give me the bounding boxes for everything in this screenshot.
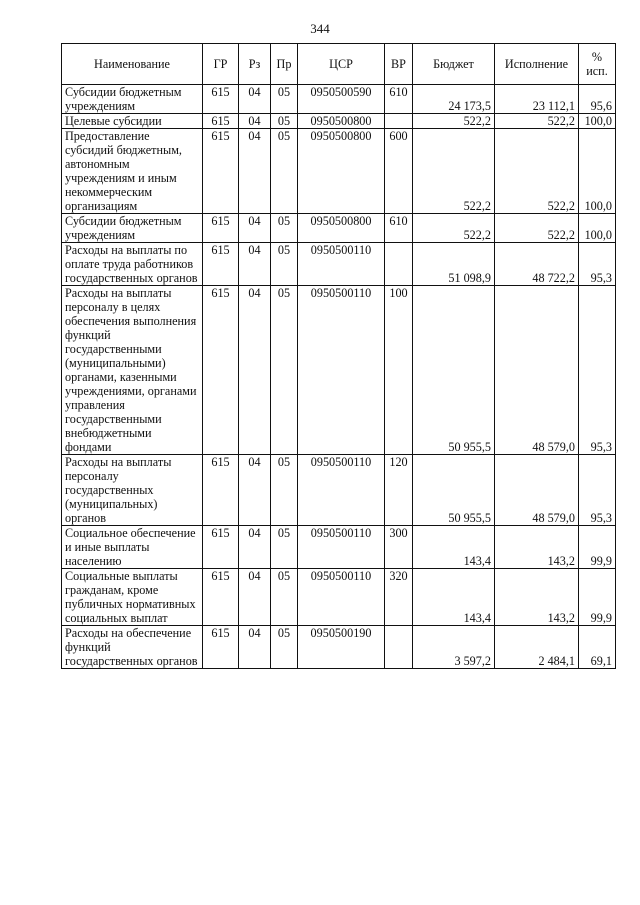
row-percent: 99,9 [579, 526, 616, 569]
row-gr: 615 [203, 286, 239, 455]
row-csr: 0950500110 [298, 569, 385, 626]
header-rz: Рз [239, 44, 271, 85]
row-budget: 522,2 [413, 129, 495, 214]
row-csr: 0950500190 [298, 626, 385, 669]
row-csr: 0950500110 [298, 243, 385, 286]
row-csr: 0950500110 [298, 286, 385, 455]
row-percent: 95,3 [579, 243, 616, 286]
row-rz: 04 [239, 569, 271, 626]
row-gr: 615 [203, 214, 239, 243]
row-budget: 50 955,5 [413, 286, 495, 455]
row-budget: 522,2 [413, 214, 495, 243]
row-pr: 05 [271, 455, 298, 526]
row-budget: 50 955,5 [413, 455, 495, 526]
row-budget: 3 597,2 [413, 626, 495, 669]
row-vr [385, 243, 413, 286]
header-budget: Бюджет [413, 44, 495, 85]
header-csr: ЦСР [298, 44, 385, 85]
row-pr: 05 [271, 85, 298, 114]
table-row [62, 243, 616, 286]
row-execution: 143,2 [495, 569, 579, 626]
row-pr: 05 [271, 286, 298, 455]
row-gr: 615 [203, 114, 239, 129]
row-budget: 143,4 [413, 526, 495, 569]
table-row [62, 85, 616, 114]
row-percent: 95,3 [579, 286, 616, 455]
row-pr: 05 [271, 114, 298, 129]
row-vr: 300 [385, 526, 413, 569]
header-vr: ВР [385, 44, 413, 85]
row-pr: 05 [271, 626, 298, 669]
row-name: Предоставление субсидий бюджетным, автономным учреждениям и иным некоммерческим организациям [62, 129, 203, 214]
row-percent: 99,9 [579, 569, 616, 626]
row-rz: 04 [239, 129, 271, 214]
page-number: 344 [310, 21, 330, 36]
row-gr: 615 [203, 569, 239, 626]
row-gr: 615 [203, 243, 239, 286]
table-row [62, 214, 616, 243]
row-csr: 0950500110 [298, 526, 385, 569]
row-vr: 100 [385, 286, 413, 455]
row-execution: 48 579,0 [495, 455, 579, 526]
row-execution: 522,2 [495, 129, 579, 214]
header-name: Наименование [62, 44, 203, 85]
row-execution: 23 112,1 [495, 85, 579, 114]
table-body [62, 85, 616, 669]
row-execution: 522,2 [495, 114, 579, 129]
row-pr: 05 [271, 243, 298, 286]
row-pr: 05 [271, 129, 298, 214]
row-name: Субсидии бюджетным учреждениям [62, 85, 203, 114]
header-pr: Пр [271, 44, 298, 85]
row-name: Расходы на выплаты персоналу в целях обеспечения выполнения функций государственными (муниципальными) органами, казенными учреждениями, органами управления государственными внебюджетными фондами [62, 286, 203, 455]
row-pr: 05 [271, 214, 298, 243]
header-percent: % исп. [579, 44, 616, 85]
row-vr [385, 626, 413, 669]
budget-execution-table [61, 43, 616, 669]
row-gr: 615 [203, 526, 239, 569]
table-row [62, 569, 616, 626]
row-vr: 320 [385, 569, 413, 626]
row-rz: 04 [239, 626, 271, 669]
row-name: Расходы на выплаты персоналу государственных (муниципальных) органов [62, 455, 203, 526]
row-name: Расходы на выплаты по оплате труда работников государственных органов [62, 243, 203, 286]
table-row [62, 455, 616, 526]
row-name: Социальные выплаты гражданам, кроме публичных нормативных социальных выплат [62, 569, 203, 626]
row-csr: 0950500800 [298, 114, 385, 129]
row-rz: 04 [239, 114, 271, 129]
row-percent: 100,0 [579, 214, 616, 243]
row-execution: 2 484,1 [495, 626, 579, 669]
row-vr: 600 [385, 129, 413, 214]
row-name: Целевые субсидии [62, 114, 203, 129]
row-csr: 0950500590 [298, 85, 385, 114]
row-percent: 95,6 [579, 85, 616, 114]
row-pr: 05 [271, 569, 298, 626]
row-rz: 04 [239, 214, 271, 243]
row-name: Расходы на обеспечение функций государственных органов [62, 626, 203, 669]
row-execution: 48 579,0 [495, 286, 579, 455]
row-name: Социальное обеспечение и иные выплаты населению [62, 526, 203, 569]
row-rz: 04 [239, 286, 271, 455]
row-name: Субсидии бюджетным учреждениям [62, 214, 203, 243]
row-gr: 615 [203, 455, 239, 526]
table-row [62, 526, 616, 569]
row-budget: 51 098,9 [413, 243, 495, 286]
row-execution: 48 722,2 [495, 243, 579, 286]
row-csr: 0950500800 [298, 129, 385, 214]
table-row [62, 626, 616, 669]
row-pr: 05 [271, 526, 298, 569]
row-rz: 04 [239, 526, 271, 569]
row-vr: 610 [385, 214, 413, 243]
row-budget: 143,4 [413, 569, 495, 626]
row-vr: 120 [385, 455, 413, 526]
row-vr: 610 [385, 85, 413, 114]
table-row [62, 129, 616, 214]
row-rz: 04 [239, 455, 271, 526]
table-row [62, 286, 616, 455]
table-row [62, 114, 616, 129]
row-rz: 04 [239, 243, 271, 286]
header-gr: ГР [203, 44, 239, 85]
row-execution: 522,2 [495, 214, 579, 243]
row-percent: 100,0 [579, 114, 616, 129]
row-gr: 615 [203, 129, 239, 214]
row-percent: 69,1 [579, 626, 616, 669]
row-gr: 615 [203, 85, 239, 114]
row-csr: 0950500110 [298, 455, 385, 526]
table-header-row [62, 44, 616, 85]
row-percent: 100,0 [579, 129, 616, 214]
row-vr [385, 114, 413, 129]
row-gr: 615 [203, 626, 239, 669]
header-execution: Исполнение [495, 44, 579, 85]
row-percent: 95,3 [579, 455, 616, 526]
row-csr: 0950500800 [298, 214, 385, 243]
row-budget: 24 173,5 [413, 85, 495, 114]
row-rz: 04 [239, 85, 271, 114]
row-execution: 143,2 [495, 526, 579, 569]
row-budget: 522,2 [413, 114, 495, 129]
